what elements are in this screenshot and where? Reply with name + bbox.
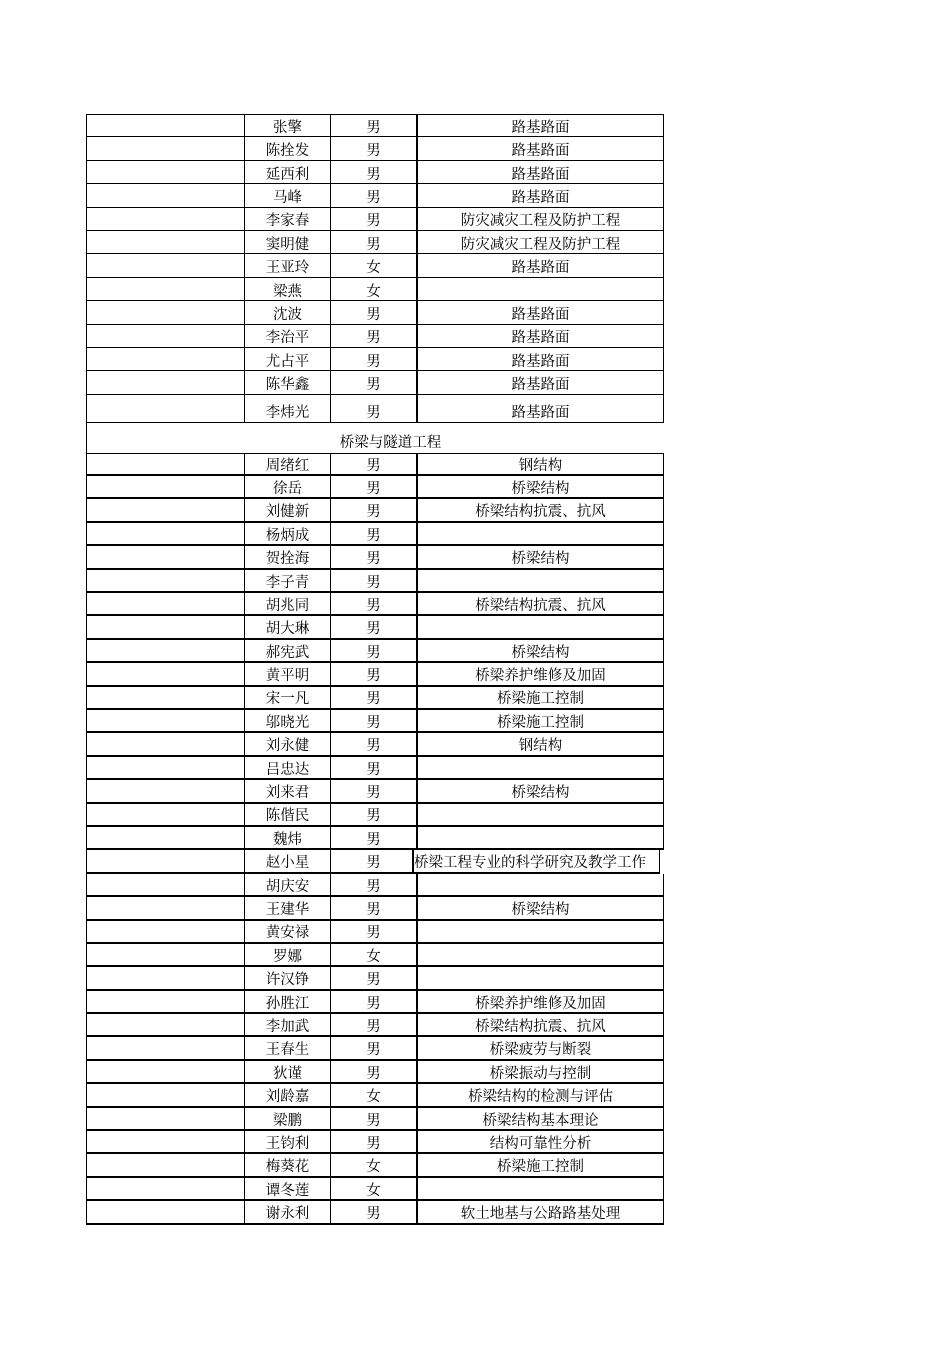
name-cell: 胡大琳 bbox=[244, 616, 330, 639]
field-cell: 桥梁养护维修及加固 bbox=[416, 991, 664, 1014]
name-cell: 马峰 bbox=[244, 184, 330, 207]
table-row bbox=[86, 348, 664, 371]
table-row bbox=[86, 1037, 664, 1060]
gender-cell: 男 bbox=[330, 593, 416, 616]
blank-cell bbox=[86, 897, 244, 920]
table-section-road bbox=[86, 114, 664, 423]
gender-cell: 男 bbox=[330, 208, 416, 231]
gender-cell: 男 bbox=[330, 301, 416, 324]
field-cell bbox=[416, 570, 664, 593]
blank-cell bbox=[86, 371, 244, 394]
gender-cell: 男 bbox=[330, 967, 416, 990]
name-cell: 周绪红 bbox=[244, 453, 330, 476]
gender-cell: 男 bbox=[330, 991, 416, 1014]
blank-cell bbox=[86, 687, 244, 710]
blank-cell bbox=[86, 616, 244, 639]
blank-cell bbox=[86, 1201, 244, 1224]
name-cell: 陈偕民 bbox=[244, 804, 330, 827]
gender-cell: 男 bbox=[330, 395, 416, 423]
table-row bbox=[86, 231, 664, 254]
gender-cell: 男 bbox=[330, 499, 416, 522]
gender-cell: 男 bbox=[330, 616, 416, 639]
section-title: 桥梁与隧道工程 bbox=[86, 423, 664, 453]
name-cell: 赵小星 bbox=[244, 850, 330, 873]
section-header-row bbox=[86, 423, 664, 453]
name-cell: 李炜光 bbox=[244, 395, 330, 423]
field-cell bbox=[416, 616, 664, 639]
field-cell bbox=[416, 523, 664, 546]
name-cell: 谢永利 bbox=[244, 1201, 330, 1224]
blank-cell bbox=[86, 254, 244, 277]
field-cell: 路基路面 bbox=[416, 325, 664, 348]
table-row bbox=[86, 325, 664, 348]
field-cell bbox=[416, 967, 664, 990]
gender-cell: 男 bbox=[330, 1014, 416, 1037]
field-cell: 路基路面 bbox=[416, 137, 664, 160]
gender-cell: 男 bbox=[330, 231, 416, 254]
blank-cell bbox=[86, 278, 244, 301]
table-row bbox=[86, 1084, 664, 1107]
blank-cell bbox=[86, 161, 244, 184]
name-cell: 宋一凡 bbox=[244, 687, 330, 710]
field-cell: 路基路面 bbox=[416, 161, 664, 184]
name-cell: 尤占平 bbox=[244, 348, 330, 371]
blank-cell bbox=[86, 395, 244, 423]
blank-cell bbox=[86, 208, 244, 231]
blank-cell bbox=[86, 991, 244, 1014]
blank-cell bbox=[86, 593, 244, 616]
blank-cell bbox=[86, 1037, 244, 1060]
blank-cell bbox=[86, 944, 244, 967]
name-cell: 狄谨 bbox=[244, 1061, 330, 1084]
gender-cell: 男 bbox=[330, 325, 416, 348]
table-row bbox=[86, 453, 664, 476]
table-row bbox=[86, 616, 664, 639]
gender-cell: 男 bbox=[330, 733, 416, 756]
table-row bbox=[86, 301, 664, 324]
table-row bbox=[86, 278, 664, 301]
gender-cell: 男 bbox=[330, 137, 416, 160]
blank-cell bbox=[86, 967, 244, 990]
table-row bbox=[86, 967, 664, 990]
table-row bbox=[86, 570, 664, 593]
name-cell: 徐岳 bbox=[244, 476, 330, 499]
name-cell: 许汉铮 bbox=[244, 967, 330, 990]
gender-cell: 男 bbox=[330, 1061, 416, 1084]
blank-cell bbox=[86, 523, 244, 546]
blank-cell bbox=[86, 546, 244, 569]
table-row bbox=[86, 640, 664, 663]
gender-cell: 男 bbox=[330, 850, 416, 873]
field-cell: 桥梁结构基本理论 bbox=[416, 1108, 664, 1131]
field-cell: 桥梁结构抗震、抗风 bbox=[416, 499, 664, 522]
name-cell: 延西利 bbox=[244, 161, 330, 184]
name-cell: 窦明健 bbox=[244, 231, 330, 254]
name-cell: 孙胜江 bbox=[244, 991, 330, 1014]
field-cell: 桥梁工程专业的科学研究及教学工作 bbox=[412, 850, 660, 873]
name-cell: 胡庆安 bbox=[244, 874, 330, 897]
name-cell: 刘健新 bbox=[244, 499, 330, 522]
field-cell: 防灾减灾工程及防护工程 bbox=[416, 208, 664, 231]
table-row bbox=[86, 546, 664, 569]
gender-cell: 男 bbox=[330, 874, 416, 897]
gender-cell: 男 bbox=[330, 546, 416, 569]
gender-cell: 男 bbox=[330, 640, 416, 663]
field-cell: 桥梁结构 bbox=[416, 640, 664, 663]
blank-cell bbox=[86, 1108, 244, 1131]
name-cell: 谭冬莲 bbox=[244, 1178, 330, 1201]
field-cell: 路基路面 bbox=[416, 371, 664, 394]
name-cell: 王亚玲 bbox=[244, 254, 330, 277]
table-row bbox=[86, 850, 664, 873]
field-cell: 桥梁结构 bbox=[416, 476, 664, 499]
field-cell bbox=[416, 827, 664, 850]
field-cell: 路基路面 bbox=[416, 301, 664, 324]
gender-cell: 男 bbox=[330, 476, 416, 499]
field-cell: 桥梁施工控制 bbox=[416, 1154, 664, 1177]
name-cell: 杨炳成 bbox=[244, 523, 330, 546]
blank-cell bbox=[86, 1061, 244, 1084]
table-row bbox=[86, 1108, 664, 1131]
blank-cell bbox=[86, 476, 244, 499]
name-cell: 陈华鑫 bbox=[244, 371, 330, 394]
blank-cell bbox=[86, 780, 244, 803]
field-cell: 路基路面 bbox=[416, 114, 664, 137]
gender-cell: 男 bbox=[330, 1037, 416, 1060]
field-cell: 桥梁施工控制 bbox=[416, 710, 664, 733]
field-cell bbox=[416, 874, 664, 897]
field-cell: 桥梁振动与控制 bbox=[416, 1061, 664, 1084]
table-row bbox=[86, 371, 664, 394]
gender-cell: 男 bbox=[330, 921, 416, 944]
table-row bbox=[86, 499, 664, 522]
field-cell: 结构可靠性分析 bbox=[416, 1131, 664, 1154]
blank-cell bbox=[86, 1014, 244, 1037]
field-cell: 桥梁结构 bbox=[416, 546, 664, 569]
field-cell: 桥梁结构的检测与评估 bbox=[416, 1084, 664, 1107]
table-row bbox=[86, 991, 664, 1014]
name-cell: 张擎 bbox=[244, 114, 330, 137]
blank-cell bbox=[86, 231, 244, 254]
blank-cell bbox=[86, 757, 244, 780]
field-cell: 桥梁养护维修及加固 bbox=[416, 663, 664, 686]
gender-cell: 男 bbox=[330, 663, 416, 686]
name-cell: 王钧利 bbox=[244, 1131, 330, 1154]
name-cell: 王建华 bbox=[244, 897, 330, 920]
table-row bbox=[86, 161, 664, 184]
field-cell: 桥梁施工控制 bbox=[416, 687, 664, 710]
blank-cell bbox=[86, 348, 244, 371]
name-cell: 胡兆同 bbox=[244, 593, 330, 616]
name-cell: 李子青 bbox=[244, 570, 330, 593]
blank-cell bbox=[86, 184, 244, 207]
table-row bbox=[86, 874, 664, 897]
field-cell: 路基路面 bbox=[416, 184, 664, 207]
field-cell bbox=[416, 1178, 664, 1201]
gender-cell: 男 bbox=[330, 523, 416, 546]
field-cell: 路基路面 bbox=[416, 395, 664, 423]
gender-cell: 男 bbox=[330, 687, 416, 710]
gender-cell: 男 bbox=[330, 184, 416, 207]
name-cell: 黄安禄 bbox=[244, 921, 330, 944]
blank-cell bbox=[86, 733, 244, 756]
blank-cell bbox=[86, 570, 244, 593]
table-row bbox=[86, 1201, 664, 1224]
gender-cell: 男 bbox=[330, 453, 416, 476]
name-cell: 罗娜 bbox=[244, 944, 330, 967]
name-cell: 刘龄嘉 bbox=[244, 1084, 330, 1107]
blank-cell bbox=[86, 1084, 244, 1107]
blank-cell bbox=[86, 114, 244, 137]
blank-cell bbox=[86, 1131, 244, 1154]
gender-cell: 女 bbox=[330, 1178, 416, 1201]
gender-cell: 女 bbox=[330, 944, 416, 967]
field-cell: 桥梁结构抗震、抗风 bbox=[416, 1014, 664, 1037]
field-cell: 桥梁结构抗震、抗风 bbox=[416, 593, 664, 616]
field-cell: 路基路面 bbox=[416, 348, 664, 371]
name-cell: 梁燕 bbox=[244, 278, 330, 301]
name-cell: 梁鹏 bbox=[244, 1108, 330, 1131]
blank-cell bbox=[86, 804, 244, 827]
table-row bbox=[86, 710, 664, 733]
name-cell: 邬晓光 bbox=[244, 710, 330, 733]
name-cell: 郝宪武 bbox=[244, 640, 330, 663]
table-row bbox=[86, 114, 664, 137]
table-row bbox=[86, 663, 664, 686]
name-cell: 梅葵花 bbox=[244, 1154, 330, 1177]
field-cell bbox=[416, 804, 664, 827]
blank-cell bbox=[86, 301, 244, 324]
blank-cell bbox=[86, 499, 244, 522]
table-row bbox=[86, 1178, 664, 1201]
table-row bbox=[86, 944, 664, 967]
name-cell: 李加武 bbox=[244, 1014, 330, 1037]
gender-cell: 女 bbox=[330, 254, 416, 277]
gender-cell: 女 bbox=[330, 1084, 416, 1107]
blank-cell bbox=[86, 325, 244, 348]
blank-cell bbox=[86, 137, 244, 160]
table-row bbox=[86, 827, 664, 850]
roster-table bbox=[86, 114, 664, 1225]
name-cell: 李治平 bbox=[244, 325, 330, 348]
gender-cell: 男 bbox=[330, 161, 416, 184]
table-row bbox=[86, 184, 664, 207]
table-row bbox=[86, 208, 664, 231]
name-cell: 魏炜 bbox=[244, 827, 330, 850]
table-row bbox=[86, 780, 664, 803]
blank-cell bbox=[86, 453, 244, 476]
blank-cell bbox=[86, 874, 244, 897]
name-cell: 陈拴发 bbox=[244, 137, 330, 160]
gender-cell: 男 bbox=[330, 371, 416, 394]
gender-cell: 女 bbox=[330, 1154, 416, 1177]
table-row bbox=[86, 921, 664, 944]
field-cell bbox=[416, 278, 664, 301]
gender-cell: 男 bbox=[330, 804, 416, 827]
name-cell: 吕忠达 bbox=[244, 757, 330, 780]
name-cell: 沈波 bbox=[244, 301, 330, 324]
table-row bbox=[86, 1014, 664, 1037]
name-cell: 刘永健 bbox=[244, 733, 330, 756]
table-row bbox=[86, 476, 664, 499]
blank-cell bbox=[86, 921, 244, 944]
name-cell: 刘来君 bbox=[244, 780, 330, 803]
blank-cell bbox=[86, 710, 244, 733]
field-cell bbox=[416, 757, 664, 780]
field-cell: 防灾减灾工程及防护工程 bbox=[416, 231, 664, 254]
blank-cell bbox=[86, 640, 244, 663]
gender-cell: 男 bbox=[330, 827, 416, 850]
blank-cell bbox=[86, 1154, 244, 1177]
gender-cell: 男 bbox=[330, 348, 416, 371]
field-cell bbox=[416, 944, 664, 967]
gender-cell: 女 bbox=[330, 278, 416, 301]
table-row bbox=[86, 1061, 664, 1084]
field-cell: 桥梁疲劳与断裂 bbox=[416, 1037, 664, 1060]
name-cell: 王春生 bbox=[244, 1037, 330, 1060]
field-cell: 桥梁结构 bbox=[416, 780, 664, 803]
table-row bbox=[86, 395, 664, 423]
table-row bbox=[86, 733, 664, 756]
field-cell bbox=[416, 921, 664, 944]
table-row bbox=[86, 137, 664, 160]
table-row bbox=[86, 687, 664, 710]
table-row bbox=[86, 897, 664, 920]
field-cell: 软土地基与公路路基处理 bbox=[416, 1201, 664, 1224]
blank-cell bbox=[86, 663, 244, 686]
name-cell: 贺拴海 bbox=[244, 546, 330, 569]
gender-cell: 男 bbox=[330, 114, 416, 137]
gender-cell: 男 bbox=[330, 1131, 416, 1154]
field-cell: 钢结构 bbox=[416, 453, 664, 476]
name-cell: 黄平明 bbox=[244, 663, 330, 686]
field-cell: 钢结构 bbox=[416, 733, 664, 756]
table-row bbox=[86, 1131, 664, 1154]
gender-cell: 男 bbox=[330, 897, 416, 920]
table-row bbox=[86, 1154, 664, 1177]
gender-cell: 男 bbox=[330, 570, 416, 593]
table-row bbox=[86, 593, 664, 616]
field-cell: 桥梁结构 bbox=[416, 897, 664, 920]
gender-cell: 男 bbox=[330, 757, 416, 780]
table-row bbox=[86, 804, 664, 827]
blank-cell bbox=[86, 827, 244, 850]
table-section-bridge bbox=[86, 453, 664, 1225]
table-row bbox=[86, 523, 664, 546]
gender-cell: 男 bbox=[330, 710, 416, 733]
gender-cell: 男 bbox=[330, 780, 416, 803]
gender-cell: 男 bbox=[330, 1201, 416, 1224]
gender-cell: 男 bbox=[330, 1108, 416, 1131]
field-cell: 路基路面 bbox=[416, 254, 664, 277]
blank-cell bbox=[86, 850, 244, 873]
table-row bbox=[86, 757, 664, 780]
blank-cell bbox=[86, 1178, 244, 1201]
name-cell: 李家春 bbox=[244, 208, 330, 231]
table-row bbox=[86, 254, 664, 277]
